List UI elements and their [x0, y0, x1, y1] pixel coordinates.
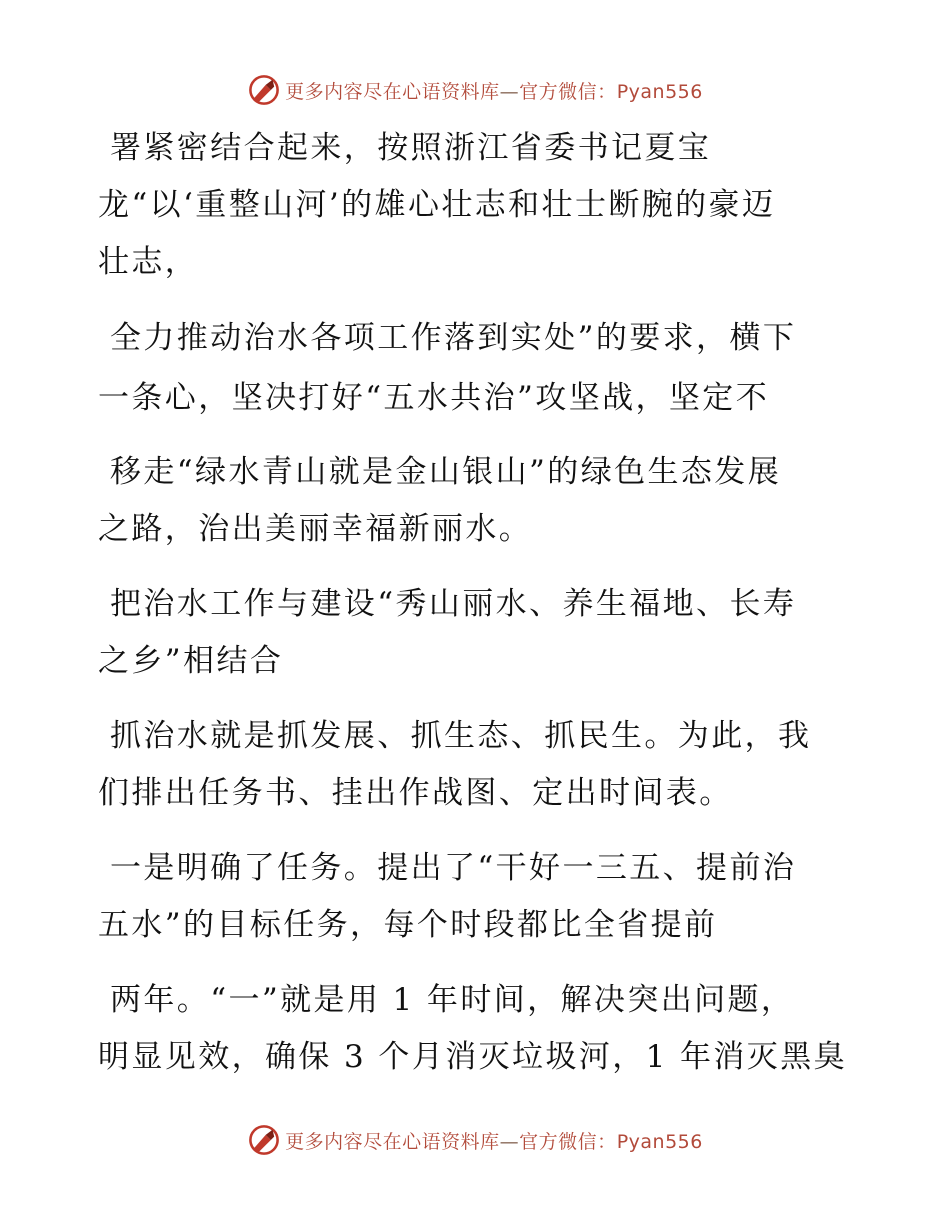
text-line: 移走“绿水青山就是金山银山”的绿色生态发展 — [110, 454, 782, 490]
watermark-text: 更多内容尽在心语资料库—官方微信：Pyan556 — [285, 80, 703, 103]
watermark-text: 更多内容尽在心语资料库—官方微信：Pyan556 — [285, 1130, 703, 1153]
text-line: 全力推动治水各项工作落到实处”的要求，横下 — [110, 320, 797, 356]
pen-nib-logo-icon — [247, 1123, 281, 1157]
text-line: 五水”的目标任务，每个时段都比全省提前 — [98, 907, 718, 943]
text-line: 抓治水就是抓发展、抓生态、抓民生。为此，我 — [110, 718, 812, 754]
text-line: 两年。“一”就是用 1 年时间，解决突出问题， — [110, 982, 795, 1018]
text-line: 明显见效，确保 3 个月消灭垃圾河，1 年消灭黑臭 — [98, 1039, 848, 1075]
text-line: 之路，治出美丽幸福新丽水。 — [98, 511, 533, 547]
text-line: 把治水工作与建设“秀山丽水、养生福地、长寿 — [110, 586, 797, 622]
text-line: 署紧密结合起来，按照浙江省委书记夏宝 — [110, 130, 712, 166]
text-line: 龙“以‘重整山河’的雄心壮志和壮士断腕的豪迈 — [98, 187, 776, 223]
pen-nib-logo-icon — [247, 73, 281, 107]
text-line: 一条心，坚决打好“五水共治”攻坚战，坚定不 — [98, 380, 770, 416]
text-line: 们排出任务书、挂出作战图、定出时间表。 — [98, 775, 733, 811]
text-line: 壮志， — [98, 244, 199, 280]
text-line: 一是明确了任务。提出了“干好一三五、提前治 — [110, 850, 797, 886]
header-watermark — [0, 70, 950, 110]
text-line: 之乡”相结合 — [98, 643, 284, 679]
footer-watermark — [0, 1120, 950, 1160]
